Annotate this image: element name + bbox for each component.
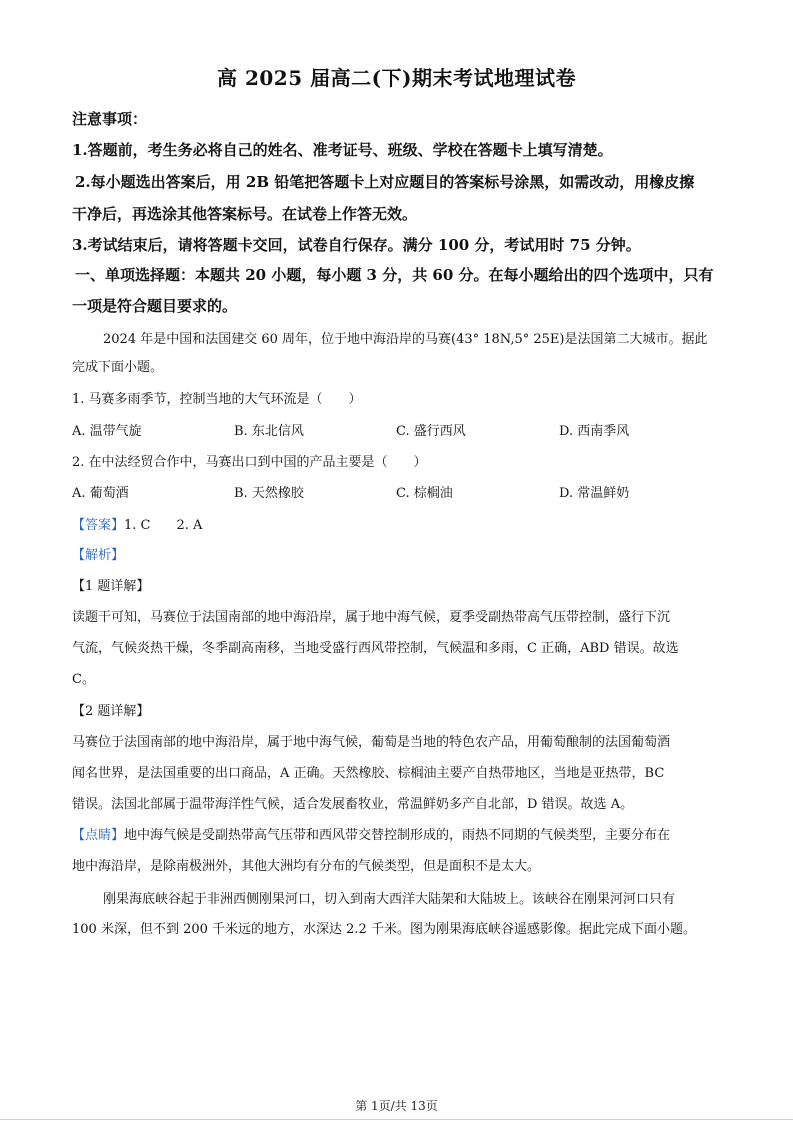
question-1-option-c: C. 盛行西风: [396, 424, 466, 439]
question-2-option-c: C. 棕榈油: [396, 486, 453, 501]
question-2-option-d: D. 常温鲜奶: [559, 486, 630, 501]
answer-line: [72, 514, 202, 533]
passage-2-line-1: 刚果海底峡谷起于非洲西侧刚果河口，切入到南大西洋大陆架和大陆坡上。该峡谷在刚果河河口只有: [103, 892, 676, 907]
question-1-option-b: B. 东北信风: [234, 424, 304, 439]
section-1-heading-line-2: 一项是符合题目要求的。: [72, 297, 238, 315]
notice-item-3: 3.考试结束后，请将答题卡交回，试卷自行保存。满分 100 分，考试用时 75 分钟。: [72, 236, 641, 254]
notice-item-2-line-2: 干净后，再选涂其他答案标号。在试卷上作答无效。: [72, 205, 418, 223]
passage-2-line-2: 100 米深，但不到 200 千米远的地方，水深达 2.2 千米。图为刚果海底峡谷遥感影像。据此完成下面小题。: [72, 922, 696, 937]
passage-1-line-2: 完成下面小题。: [72, 360, 164, 375]
notice-item-2-line-1: 2.每小题选出答案后，用 2B 铅笔把答题卡上对应题目的答案标号涂黑，如需改动，用橡皮擦: [75, 173, 695, 191]
answer-2: 2. A: [176, 518, 203, 533]
question-1-option-a: A. 温带气旋: [72, 424, 142, 439]
detail-1-line-2: 气流，气候炎热干燥，冬季副高南移，当地受盛行西风带控制，气候温和多雨，C 正确，ABD 错误。故选: [72, 641, 679, 656]
tip-line-1: [72, 824, 670, 843]
question-2-option-b: B. 天然橡胶: [234, 486, 304, 501]
detail-2-line-2: 闻名世界，是法国重要的出口商品，A 正确。天然橡胶、棕榈油主要产自热带地区，当地是亚热带，BC: [72, 766, 665, 781]
question-2-stem: 2. 在中法经贸合作中，马赛出口到中国的产品主要是（ ）: [72, 455, 427, 470]
notice-item-1: 1.答题前，考生务必将自己的姓名、准考证号、班级、学校在答题卡上填写清楚。: [72, 141, 613, 159]
bottom-divider: [0, 1119, 793, 1120]
page-title: 高 2025 届高二(下)期末考试地理试卷: [216, 66, 576, 90]
section-1-heading-line-1: 一、单项选择题：本题共 20 小题，每小题 3 分，共 60 分。在每小题给出的四个选项中，只有: [75, 266, 714, 284]
detail-2-label: 【2 题详解】: [72, 704, 150, 719]
tip-line-2: 地中海沿岸，是除南极洲外，其他大洲均有分布的气候类型，但是面积不是太大。: [72, 859, 541, 874]
detail-2-line-1: 马赛位于法国南部的地中海沿岸，属于地中海气候，葡萄是当地的特色农产品，用葡萄酿制的法国葡萄酒: [72, 735, 671, 750]
detail-1-label: 【1 题详解】: [72, 579, 150, 594]
page-footer: 第 1页/共 13页: [355, 1099, 438, 1113]
passage-1-line-1: 2024 年是中国和法国建交 60 周年，位于地中海沿岸的马赛(43° 18N,5° 25E)是法国第二大城市。据此: [103, 332, 708, 347]
detail-2-line-3: 错误。法国北部属于温带海洋性气候，适合发展畜牧业，常温鲜奶多产自北部，D 错误。故选 A。: [72, 797, 634, 812]
tip-label: 【点睛】: [72, 828, 125, 843]
notice-heading: 注意事项：: [72, 110, 148, 128]
answer-1: 1. C: [124, 518, 151, 533]
question-1-option-d: D. 西南季风: [559, 424, 630, 439]
answer-label: 【答案】: [72, 518, 125, 533]
detail-1-line-3: C。: [72, 672, 95, 687]
detail-1-line-1: 读题干可知，马赛位于法国南部的地中海沿岸，属于地中海气候，夏季受副热带高气压带控制，盛行下沉: [72, 610, 671, 625]
tip-text-1: 地中海气候是受副热带高气压带和西风带交替控制形成的，雨热不同期的气候类型，主要分布在: [124, 828, 671, 843]
question-2-option-a: A. 葡萄酒: [72, 486, 129, 501]
question-1-stem: 1. 马赛多雨季节，控制当地的大气环流是（ ）: [72, 392, 362, 407]
analysis-label: 【解析】: [72, 548, 125, 563]
